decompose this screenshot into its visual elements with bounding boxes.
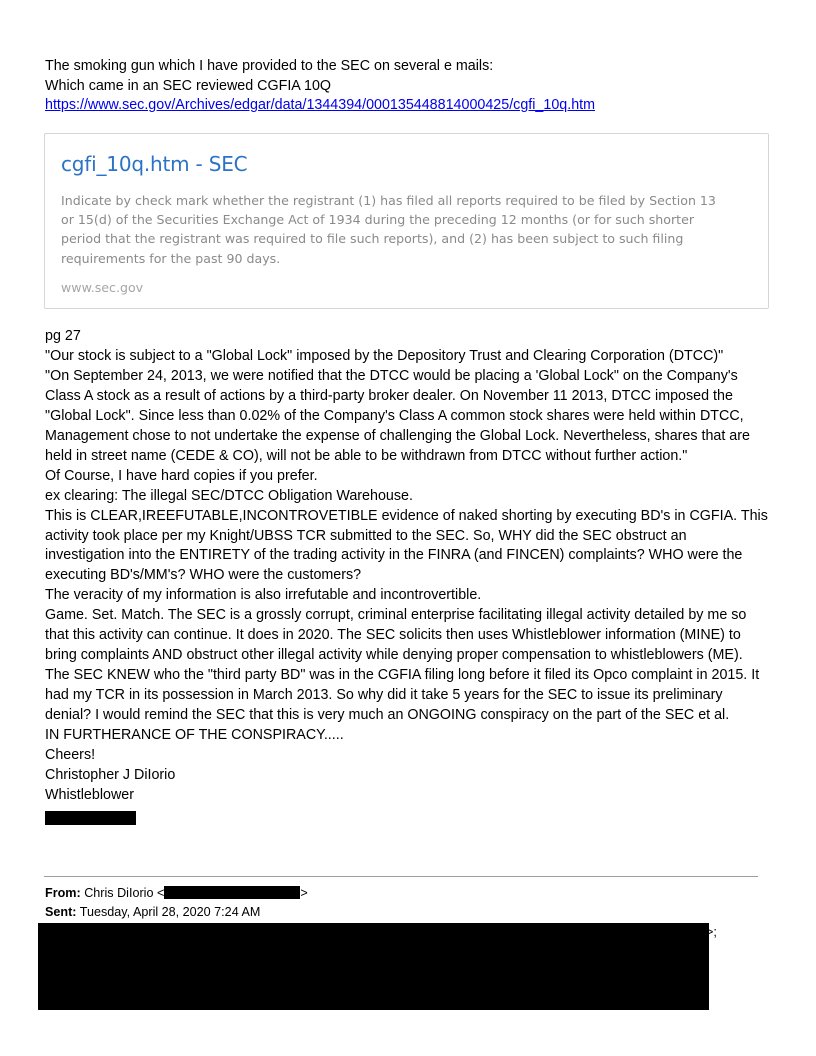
signature-name: Christopher J DiIorio	[45, 766, 176, 783]
header-divider	[44, 876, 758, 877]
recipients-redaction	[38, 923, 709, 1010]
body-line: denial? I would remind the SEC that this is very much an ONGOING conspiracy on the part of the SEC et al.	[45, 707, 730, 724]
body-line: IN FURTHERANCE OF THE CONSPIRACY.....	[45, 727, 344, 744]
body-line: pg 27	[45, 328, 81, 344]
preview-card-description: Indicate by check mark whether the registrant (1) has filed all reports required to be filed by Section 13 or 15(d) of the Securities Exchange Act of 1934 during the preceding 12 months (or for such shorter period that the registrant was required to file such reports), and (2) has been subject to such filing requirements for the past 90 days.	[61, 193, 716, 266]
preview-card-host: www.sec.gov	[61, 280, 144, 295]
signature-redaction	[45, 811, 136, 825]
body-line: The SEC KNEW who the "third party BD" was in the CGFIA filing long before it filed its Opco complaint in 2015. It	[45, 667, 760, 684]
body-line: that this activity can continue. It does in 2020. The SEC solicits then uses Whistleblower information (MINE) to	[45, 627, 741, 644]
body-line: Class A stock as a result of actions by a third-party broker dealer. On November 11 2013, DTCC imposed the	[45, 387, 733, 404]
body-line: activity took place per my Knight/UBSS TCR submitted to the SEC. So, WHY did the SEC obstruct an	[45, 527, 687, 544]
sent-value: Tuesday, April 28, 2020 7:24 AM	[79, 905, 261, 919]
body-line: "Global Lock". Since less than 0.02% of the Company's Class A common stock shares were held within DTCC,	[45, 407, 744, 424]
from-name: Chris DiIorio <	[84, 886, 165, 900]
body-line: Management chose to not undertake the expense of challenging the Global Lock. Nevertheless, shares that are	[45, 427, 750, 444]
sent-label: Sent:	[45, 905, 77, 919]
intro-line-2: Which came in an SEC reviewed CGFIA 10Q	[45, 77, 332, 94]
body-line: executing BD's/MM's? WHO were the customers?	[45, 567, 362, 584]
from-line	[45, 885, 308, 901]
body-line: bring complaints AND obstruct other illegal activity while denying proper compensation to whistleblowers (ME).	[45, 647, 743, 664]
email-body	[45, 327, 785, 806]
body-line: held in street name (CEDE & CO), will not be able to be withdrawn from DTCC without further action."	[45, 447, 688, 464]
recipients-tail: >;	[706, 925, 717, 939]
body-line: This is CLEAR,IREEFUTABLE,INCONTROVETIBLE evidence of naked shorting by executing BD's in CGFIA. This	[45, 507, 768, 524]
body-line: Of Course, I have hard copies if you prefer.	[45, 467, 318, 484]
sec-filing-link[interactable]: https://www.sec.gov/Archives/edgar/data/1344394/000135448814000425/cgfi_10q.htm	[45, 97, 596, 114]
body-line: investigation into the ENTIRETY of the trading activity in the FINRA (and FINCEN) complaints? WHO were the	[45, 547, 743, 564]
body-line: ex clearing: The illegal SEC/DTCC Obligation Warehouse.	[45, 487, 413, 504]
signature-title: Whistleblower	[45, 786, 134, 803]
from-close: >	[300, 886, 308, 900]
from-email-redaction	[164, 886, 300, 899]
body-line: had my TCR in its possession in March 2013. So why did it take 5 years for the SEC to issue its preliminary	[45, 687, 723, 704]
intro-section	[45, 57, 775, 116]
body-line: "Our stock is subject to a "Global Lock" imposed by the Depository Trust and Clearing Corporation (DTCC)"	[45, 347, 724, 364]
preview-card-title[interactable]: cgfi_10q.htm - SEC	[61, 152, 248, 176]
body-line: "On September 24, 2013, we were notified that the DTCC would be placing a 'Global Lock" on the Company's	[45, 367, 738, 384]
body-line: Game. Set. Match. The SEC is a grossly corrupt, criminal enterprise facilitating illegal activity detailed by me so	[45, 607, 747, 624]
from-label: From:	[45, 886, 81, 900]
sent-line	[45, 904, 260, 920]
intro-line-1: The smoking gun which I have provided to the SEC on several e mails:	[45, 58, 494, 74]
body-line: The veracity of my information is also irrefutable and incontrovertible.	[45, 587, 482, 604]
link-preview-card[interactable]	[44, 133, 769, 309]
body-line: Cheers!	[45, 747, 96, 764]
